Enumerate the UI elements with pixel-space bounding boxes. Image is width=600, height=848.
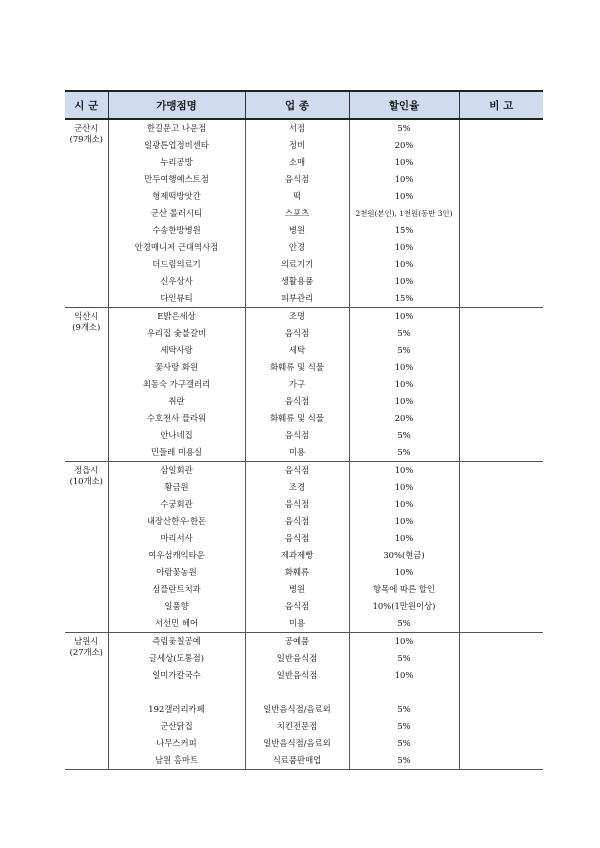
discount-rate-cell: 10%: [349, 564, 459, 581]
header-discount: 할인율: [349, 91, 459, 119]
table-row: [65, 496, 543, 513]
discount-rate-cell: 10%: [349, 496, 459, 513]
table-row: [65, 188, 543, 205]
note-cell: [459, 650, 543, 667]
note-cell: [459, 171, 543, 188]
table-row: [65, 735, 543, 752]
store-name-cell: 안경매니저 근대역사점: [108, 239, 245, 256]
discount-rate-cell: 10%: [349, 667, 459, 684]
discount-rate-cell: 10%(1만원이상): [349, 598, 459, 615]
city-name: 남원시: [74, 636, 99, 646]
discount-rate-cell: 10%: [349, 188, 459, 205]
table-row: [65, 393, 543, 410]
note-cell: [459, 188, 543, 205]
header-note: 비 고: [459, 91, 543, 119]
note-cell: [459, 239, 543, 256]
table-row: [65, 581, 543, 598]
discount-rate-cell: 10%: [349, 359, 459, 376]
business-type-cell: 음식점: [245, 171, 349, 188]
city-store-count: (9개소): [72, 322, 101, 332]
store-name-cell: 만두여행예스트점: [108, 171, 245, 188]
discount-store-table: [65, 90, 543, 770]
note-cell: [459, 290, 543, 308]
business-type-cell: 일반음식점: [245, 650, 349, 667]
store-name-cell: 더드림의료기: [108, 256, 245, 273]
table-row: [65, 222, 543, 239]
store-name-cell: 수송한방병원: [108, 222, 245, 239]
store-name-cell: 일품향: [108, 598, 245, 615]
store-name-cell: [108, 684, 245, 701]
city-name: 정읍시: [74, 465, 99, 475]
table-row: [65, 119, 543, 137]
table-row: [65, 667, 543, 684]
store-name-cell: 나무스커피: [108, 735, 245, 752]
discount-rate-cell: [349, 684, 459, 701]
discount-rate-cell: 5%: [349, 615, 459, 633]
table-row: [65, 342, 543, 359]
store-name-cell: 일미가칼국수: [108, 667, 245, 684]
business-type-cell: 공예품: [245, 633, 349, 651]
store-name-cell: 군산 롤러시티: [108, 205, 245, 222]
table-row: [65, 205, 543, 222]
table-row: [65, 427, 543, 444]
business-type-cell: 화훼류 및 식물: [245, 410, 349, 427]
discount-rate-cell: 5%: [349, 701, 459, 718]
city-cell: [65, 308, 108, 462]
business-type-cell: 의료기기: [245, 256, 349, 273]
discount-rate-cell: 10%: [349, 308, 459, 326]
note-cell: [459, 410, 543, 427]
note-cell: [459, 119, 543, 137]
business-type-cell: 음식점: [245, 462, 349, 480]
business-type-cell: [245, 684, 349, 701]
discount-rate-cell: 항목에 따른 할인: [349, 581, 459, 598]
business-type-cell: 화훼류: [245, 564, 349, 581]
discount-rate-cell: 5%: [349, 325, 459, 342]
store-name-cell: 남원 홈마트: [108, 752, 245, 770]
table-row: [65, 479, 543, 496]
note-cell: [459, 615, 543, 633]
city-name: 군산시: [74, 123, 99, 133]
store-name-cell: 민들레 미용실: [108, 444, 245, 462]
note-cell: [459, 752, 543, 770]
discount-rate-cell: 5%: [349, 342, 459, 359]
business-type-cell: 떡: [245, 188, 349, 205]
store-name-cell: 군산닭집: [108, 718, 245, 735]
table-row: [65, 530, 543, 547]
store-name-cell: 꽃사랑 화원: [108, 359, 245, 376]
city-store-count: (27개소): [69, 647, 103, 657]
store-name-cell: 심플란트치과: [108, 581, 245, 598]
note-cell: [459, 513, 543, 530]
discount-rate-cell: 10%: [349, 256, 459, 273]
note-cell: [459, 444, 543, 462]
discount-rate-cell: 5%: [349, 718, 459, 735]
table-row: [65, 308, 543, 326]
note-cell: [459, 342, 543, 359]
business-type-cell: 치킨전문점: [245, 718, 349, 735]
business-type-cell: 조명: [245, 308, 349, 326]
discount-rate-cell: 10%: [349, 154, 459, 171]
table-row: [65, 615, 543, 633]
note-cell: [459, 530, 543, 547]
discount-rate-cell: 5%: [349, 650, 459, 667]
store-name-cell: 신우상사: [108, 273, 245, 290]
store-name-cell: 한길문고 나운점: [108, 119, 245, 137]
store-name-cell: 우리집 숯불갈비: [108, 325, 245, 342]
discount-rate-cell: 10%: [349, 171, 459, 188]
store-name-cell: 다인뷰티: [108, 290, 245, 308]
table-row: [65, 752, 543, 770]
business-type-cell: 음식점: [245, 513, 349, 530]
store-name-cell: 수궁회관: [108, 496, 245, 513]
business-type-cell: 미용: [245, 615, 349, 633]
discount-rate-cell: 20%: [349, 410, 459, 427]
discount-rate-cell: 10%: [349, 462, 459, 480]
discount-rate-cell: 10%: [349, 239, 459, 256]
discount-rate-cell: 15%: [349, 290, 459, 308]
table-row: [65, 564, 543, 581]
business-type-cell: 음식점: [245, 325, 349, 342]
table-row: [65, 684, 543, 701]
city-cell: [65, 462, 108, 633]
table-row: [65, 290, 543, 308]
city-cell: [65, 633, 108, 770]
store-name-cell: 형제떡방앗간: [108, 188, 245, 205]
store-name-cell: 삼일회관: [108, 462, 245, 480]
discount-rate-cell: 10%: [349, 479, 459, 496]
business-type-cell: 서점: [245, 119, 349, 137]
store-name-cell: 즉림옻칠공예: [108, 633, 245, 651]
table-body: [65, 119, 543, 770]
note-cell: [459, 598, 543, 615]
business-type-cell: 정비: [245, 137, 349, 154]
table-header-row: [65, 91, 543, 119]
note-cell: [459, 462, 543, 480]
discount-rate-cell: 5%: [349, 735, 459, 752]
business-type-cell: 음식점: [245, 530, 349, 547]
business-type-cell: 음식점: [245, 496, 349, 513]
note-cell: [459, 564, 543, 581]
business-type-cell: 소매: [245, 154, 349, 171]
business-type-cell: 일반음식점/음료외: [245, 735, 349, 752]
store-name-cell: 최동숙 가구갤러리: [108, 376, 245, 393]
discount-rate-cell: 2천원(본인), 1천원(동반 3인): [349, 205, 459, 222]
table-row: [65, 273, 543, 290]
note-cell: [459, 222, 543, 239]
discount-rate-cell: 10%: [349, 273, 459, 290]
business-type-cell: 병원: [245, 222, 349, 239]
business-type-cell: 일반음식점/음료외: [245, 701, 349, 718]
store-name-cell: E밝은세상: [108, 308, 245, 326]
note-cell: [459, 376, 543, 393]
city-name: 익산시: [74, 311, 99, 321]
discount-rate-cell: 5%: [349, 119, 459, 137]
note-cell: [459, 359, 543, 376]
store-name-cell: 안나네집: [108, 427, 245, 444]
table-row: [65, 325, 543, 342]
table-row: [65, 171, 543, 188]
store-name-cell: 누리공방: [108, 154, 245, 171]
table-row: [65, 462, 543, 480]
store-name-cell: 마리서사: [108, 530, 245, 547]
discount-rate-cell: 5%: [349, 444, 459, 462]
note-cell: [459, 684, 543, 701]
business-type-cell: 안경: [245, 239, 349, 256]
note-cell: [459, 154, 543, 171]
store-name-cell: 일광튼업정비센타: [108, 137, 245, 154]
table-row: [65, 633, 543, 651]
note-cell: [459, 273, 543, 290]
note-cell: [459, 633, 543, 651]
business-type-cell: 스포츠: [245, 205, 349, 222]
store-name-cell: 내장산한우·한돈: [108, 513, 245, 530]
note-cell: [459, 256, 543, 273]
table-row: [65, 137, 543, 154]
note-cell: [459, 547, 543, 564]
note-cell: [459, 735, 543, 752]
business-type-cell: 음식점: [245, 393, 349, 410]
note-cell: [459, 667, 543, 684]
store-name-cell: 황금원: [108, 479, 245, 496]
discount-rate-cell: 10%: [349, 393, 459, 410]
discount-rate-cell: 5%: [349, 427, 459, 444]
table-row: [65, 256, 543, 273]
store-name-cell: 세탁사랑: [108, 342, 245, 359]
business-type-cell: 조경: [245, 479, 349, 496]
store-name-cell: 글세상(도통점): [108, 650, 245, 667]
note-cell: [459, 701, 543, 718]
discount-rate-cell: 10%: [349, 376, 459, 393]
note-cell: [459, 137, 543, 154]
note-cell: [459, 496, 543, 513]
discount-rate-cell: 10%: [349, 633, 459, 651]
discount-store-table-sheet: [65, 90, 543, 770]
business-type-cell: 생활용품: [245, 273, 349, 290]
business-type-cell: 제과제빵: [245, 547, 349, 564]
table-row: [65, 410, 543, 427]
note-cell: [459, 393, 543, 410]
table-row: [65, 154, 543, 171]
table-row: [65, 718, 543, 735]
header-city: 시 군: [65, 91, 108, 119]
header-type: 업 종: [245, 91, 349, 119]
business-type-cell: 음식점: [245, 427, 349, 444]
business-type-cell: 음식점: [245, 598, 349, 615]
business-type-cell: 화훼류 및 식물: [245, 359, 349, 376]
note-cell: [459, 325, 543, 342]
discount-rate-cell: 5%: [349, 752, 459, 770]
business-type-cell: 피부관리: [245, 290, 349, 308]
business-type-cell: 세탁: [245, 342, 349, 359]
table-row: [65, 650, 543, 667]
business-type-cell: 가구: [245, 376, 349, 393]
note-cell: [459, 205, 543, 222]
business-type-cell: 미용: [245, 444, 349, 462]
discount-rate-cell: 15%: [349, 222, 459, 239]
table-row: [65, 359, 543, 376]
note-cell: [459, 718, 543, 735]
table-row: [65, 376, 543, 393]
table-row: [65, 239, 543, 256]
discount-rate-cell: 10%: [349, 530, 459, 547]
business-type-cell: 식료품판매업: [245, 752, 349, 770]
table-row: [65, 444, 543, 462]
note-cell: [459, 308, 543, 326]
note-cell: [459, 427, 543, 444]
business-type-cell: 병원: [245, 581, 349, 598]
store-name-cell: 아람꽃농원: [108, 564, 245, 581]
header-store: 가맹점명: [108, 91, 245, 119]
table-row: [65, 547, 543, 564]
store-name-cell: 서선민 헤어: [108, 615, 245, 633]
city-cell: [65, 119, 108, 308]
city-store-count: (10개소): [69, 476, 103, 486]
store-name-cell: 수호천사 플라워: [108, 410, 245, 427]
business-type-cell: 일반음식점: [245, 667, 349, 684]
discount-rate-cell: 10%: [349, 513, 459, 530]
note-cell: [459, 479, 543, 496]
table-row: [65, 513, 543, 530]
discount-rate-cell: 30%(현금): [349, 547, 459, 564]
store-name-cell: 여우섬캐익타운: [108, 547, 245, 564]
table-row: [65, 701, 543, 718]
discount-rate-cell: 20%: [349, 137, 459, 154]
city-store-count: (79개소): [69, 134, 103, 144]
store-name-cell: 취란: [108, 393, 245, 410]
note-cell: [459, 581, 543, 598]
store-name-cell: 192갤러리카페: [108, 701, 245, 718]
table-row: [65, 598, 543, 615]
